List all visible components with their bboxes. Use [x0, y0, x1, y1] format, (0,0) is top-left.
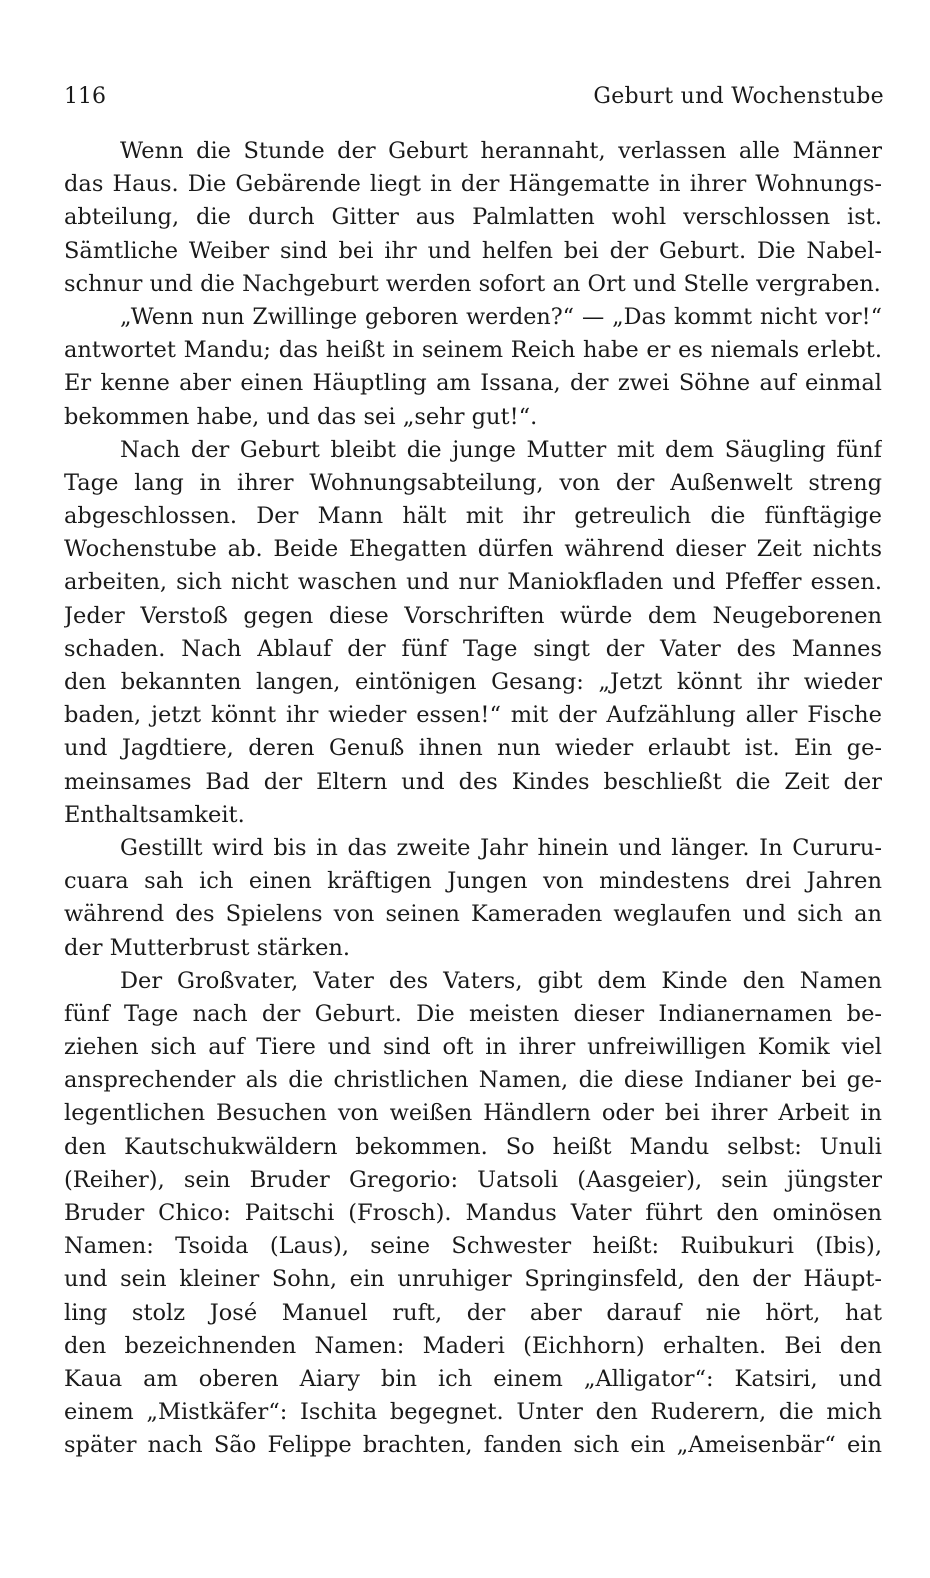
text-line: Nach der Geburt bleibt die junge Mutter mit dem Säugling fünf: [120, 436, 882, 463]
text-line: cuara sah ich einen kräftigen Jungen von mindestens drei Jahren: [64, 868, 882, 895]
text-line: bekommen habe, und das sei „sehr gut!“.: [64, 403, 538, 430]
paragraph: [64, 832, 882, 965]
text-line: Wenn die Stunde der Geburt herannaht, verlassen alle Männer: [120, 138, 882, 164]
text-line: Enthaltsamkeit.: [64, 801, 245, 828]
text-line: einem „Mistkäfer“: Ischita begegnet. Unter den Ruderern, die mich: [64, 1399, 882, 1426]
text-line: Tage lang in ihrer Wohnungsabteilung, von der Außenwelt streng: [64, 469, 882, 496]
running-title: Geburt und Wochenstube: [593, 84, 884, 109]
text-line: Kaua am oberen Aiary bin ich einem „Alligator“: Katsiri, und: [64, 1365, 882, 1392]
text-line: später nach São Felippe brachten, fanden sich ein „Ameisenbär“ ein: [64, 1432, 882, 1459]
paragraph: [64, 434, 882, 832]
text-line: abgeschlossen. Der Mann hält mit ihr getreulich die fünftägige: [64, 503, 882, 530]
text-line: arbeiten, sich nicht waschen und nur Maniokfladen und Pfeffer essen.: [64, 569, 882, 596]
body-text: [64, 135, 882, 1463]
text-line: Er kenne aber einen Häuptling am Issana, der zwei Söhne auf einmal: [64, 370, 882, 397]
text-line: baden, jetzt könnt ihr wieder essen!“ mit der Aufzählung aller Fische: [64, 702, 882, 729]
text-line: der Mutterbrust stärken.: [64, 934, 351, 961]
text-line: fünf Tage nach der Geburt. Die meisten dieser Indianernamen be-: [64, 1000, 882, 1027]
text-line: antwortet Mandu; das heißt in seinem Reich habe er es niemals erlebt.: [64, 337, 882, 364]
text-line: legentlichen Besuchen von weißen Händlern oder bei ihrer Arbeit in: [64, 1100, 882, 1127]
text-line: ling stolz José Manuel ruft, der aber darauf nie hört, hat: [64, 1299, 882, 1326]
paragraph: [64, 135, 882, 301]
running-head: [64, 84, 884, 114]
text-line: Sämtliche Weiber sind bei ihr und helfen bei der Geburt. Die Nabel-: [64, 237, 882, 264]
text-line: „Wenn nun Zwillinge geboren werden?“ — „Das kommt nicht vor!“: [120, 303, 882, 330]
text-line: Wochenstube ab. Beide Ehegatten dürfen während dieser Zeit nichts: [64, 536, 882, 563]
text-line: Jeder Verstoß gegen diese Vorschriften würde dem Neugeborenen: [64, 602, 882, 629]
text-line: (Reiher), sein Bruder Gregorio: Uatsoli (Aasgeier), sein jüngster: [64, 1166, 882, 1193]
text-line: Gestillt wird bis in das zweite Jahr hinein und länger. In Cururu-: [120, 834, 882, 861]
paragraph: [64, 965, 882, 1463]
text-line: den Kautschukwäldern bekommen. So heißt Mandu selbst: Unuli: [64, 1133, 882, 1160]
text-line: und sein kleiner Sohn, ein unruhiger Springinsfeld, den der Häupt-: [64, 1266, 882, 1293]
text-line: ziehen sich auf Tiere und sind oft in ihrer unfreiwilligen Komik viel: [64, 1034, 882, 1061]
paragraph: [64, 301, 882, 434]
text-line: während des Spielens von seinen Kameraden weglaufen und sich an: [64, 901, 882, 928]
text-line: ansprechender als die christlichen Namen, die diese Indianer bei ge-: [64, 1067, 882, 1094]
text-line: meinsames Bad der Eltern und des Kindes beschließt die Zeit der: [64, 768, 882, 795]
text-line: Der Großvater, Vater des Vaters, gibt dem Kinde den Namen: [120, 967, 882, 994]
text-line: abteilung, die durch Gitter aus Palmlatten wohl verschlossen ist.: [64, 204, 882, 231]
text-line: schnur und die Nachgeburt werden sofort an Ort und Stelle vergraben.: [64, 270, 881, 297]
text-line: schaden. Nach Ablauf der fünf Tage singt der Vater des Mannes: [64, 635, 882, 662]
text-line: Bruder Chico: Paitschi (Frosch). Mandus Vater führt den ominösen: [64, 1200, 882, 1226]
text-line: Namen: Tsoida (Laus), seine Schwester heißt: Ruibukuri (Ibis),: [64, 1233, 882, 1260]
page-number: 116: [64, 84, 106, 109]
text-line: und Jagdtiere, deren Genuß ihnen nun wieder erlaubt ist. Ein ge-: [64, 735, 882, 762]
text-line: den bezeichnenden Namen: Maderi (Eichhorn) erhalten. Bei den: [64, 1332, 882, 1359]
text-line: den bekannten langen, eintönigen Gesang: „Jetzt könnt ihr wieder: [64, 669, 882, 695]
text-line: das Haus. Die Gebärende liegt in der Hängematte in ihrer Wohnungs-: [64, 171, 882, 198]
